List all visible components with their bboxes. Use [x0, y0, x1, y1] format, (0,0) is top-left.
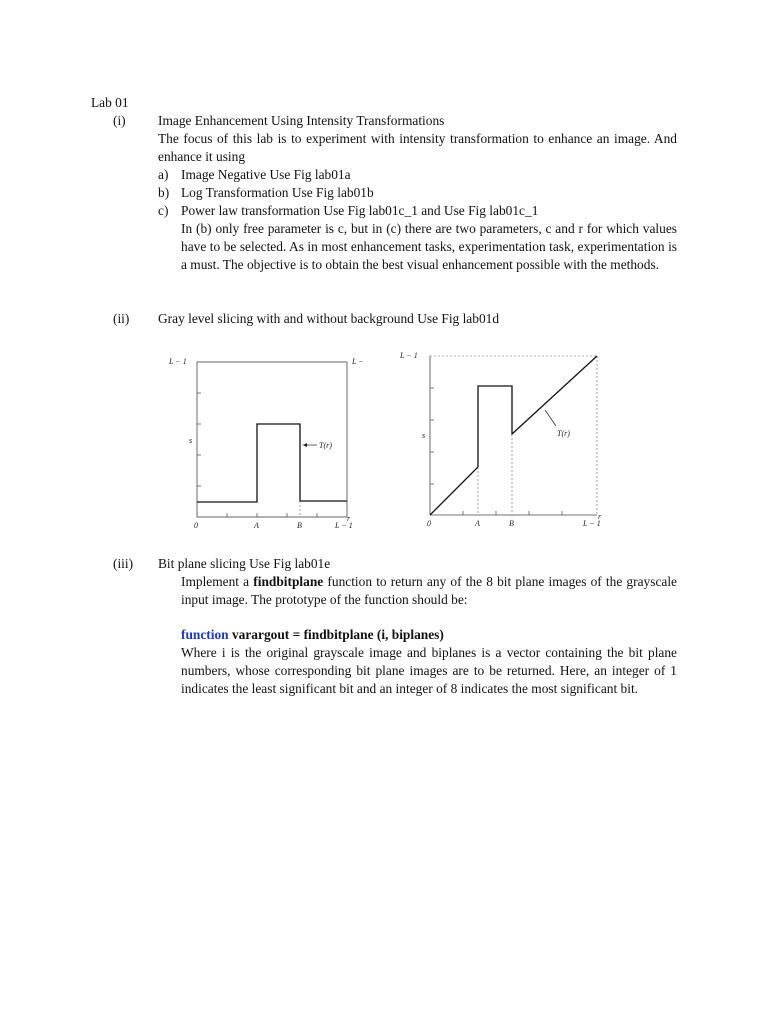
paragraph-rest: function to return any of the 8 bit plane images of the grayscale input image. The prototype of the function should be: — [181, 574, 677, 607]
section-i-intro: The focus of this lab is to experiment with intensity transformation to enhance an image. And enhance it using — [158, 131, 677, 164]
label-r: r — [347, 514, 351, 523]
list-marker-b: b) — [158, 185, 170, 200]
code-keyword: function — [181, 627, 229, 642]
section-ii-title: Gray level slicing with and without background Use Fig lab01d — [158, 311, 500, 326]
label-s: s — [422, 431, 426, 440]
label-a: A — [254, 521, 259, 530]
section-i-title: Image Enhancement Using Intensity Transformations — [158, 113, 445, 128]
label-a: A — [475, 519, 480, 528]
paragraph-lead: Implement a — [181, 574, 254, 589]
list-item-c: Power law transformation Use Fig lab01c_1 and Use Fig lab01c_1 — [181, 203, 539, 218]
lab-heading: Lab 01 — [91, 95, 129, 110]
list-item-b: Log Transformation Use Fig lab01b — [181, 185, 374, 200]
label-tr: T(r) — [319, 441, 332, 450]
label-l-minus-right: L − — [352, 357, 364, 366]
label-origin: 0 — [194, 521, 198, 530]
list-item-a: Image Negative Use Fig lab01a — [181, 167, 351, 182]
plot-frame — [197, 362, 347, 517]
label-l-minus-1: L − 1 — [400, 351, 418, 360]
label-b: B — [509, 519, 514, 528]
label-origin: 0 — [427, 519, 431, 528]
label-l-end: L − 1 — [583, 519, 601, 528]
section-i-number: (i) — [113, 113, 126, 128]
label-b: B — [297, 521, 302, 530]
label-l-end: L − 1 — [335, 521, 353, 530]
function-name-bold: findbitplane — [253, 574, 324, 589]
label-s: s — [189, 436, 193, 445]
section-iii-title: Bit plane slicing Use Fig lab01e — [158, 556, 331, 571]
label-l-minus-1: L − 1 — [169, 357, 187, 366]
list-marker-a: a) — [158, 167, 169, 182]
label-tr: T(r) — [557, 429, 570, 438]
function-prototype — [181, 626, 444, 644]
gray-slicing-figure-left — [165, 348, 370, 536]
section-iii-number: (iii) — [113, 556, 134, 571]
code-signature: varargout = findbitplane (i, biplanes) — [228, 627, 444, 642]
label-r: r — [598, 512, 602, 521]
section-iii-explanation: Where i is the original grayscale image and biplanes is a vector containing the bit plane numbers, whose corresponding bit plane images are to be returned. Here, an integer of 1 indicates the least significant bit and an integer of 8 indicates the most significant bit. — [181, 645, 677, 696]
transform-curve — [197, 424, 347, 502]
section-i-note: In (b) only free parameter is c, but in (c) there are two parameters, c and r for which values have to be selected. As in most enhancement tasks, experimentation task, experimentation is a must. The objective is to obtain the best visual enhancement possible with the methods. — [181, 221, 677, 272]
transform-curve — [430, 356, 597, 515]
section-iii-paragraph — [181, 573, 677, 609]
gray-slicing-figure-right — [395, 346, 617, 536]
section-ii-number: (ii) — [113, 311, 130, 326]
list-marker-c: c) — [158, 203, 169, 218]
tr-pointer — [545, 410, 556, 426]
